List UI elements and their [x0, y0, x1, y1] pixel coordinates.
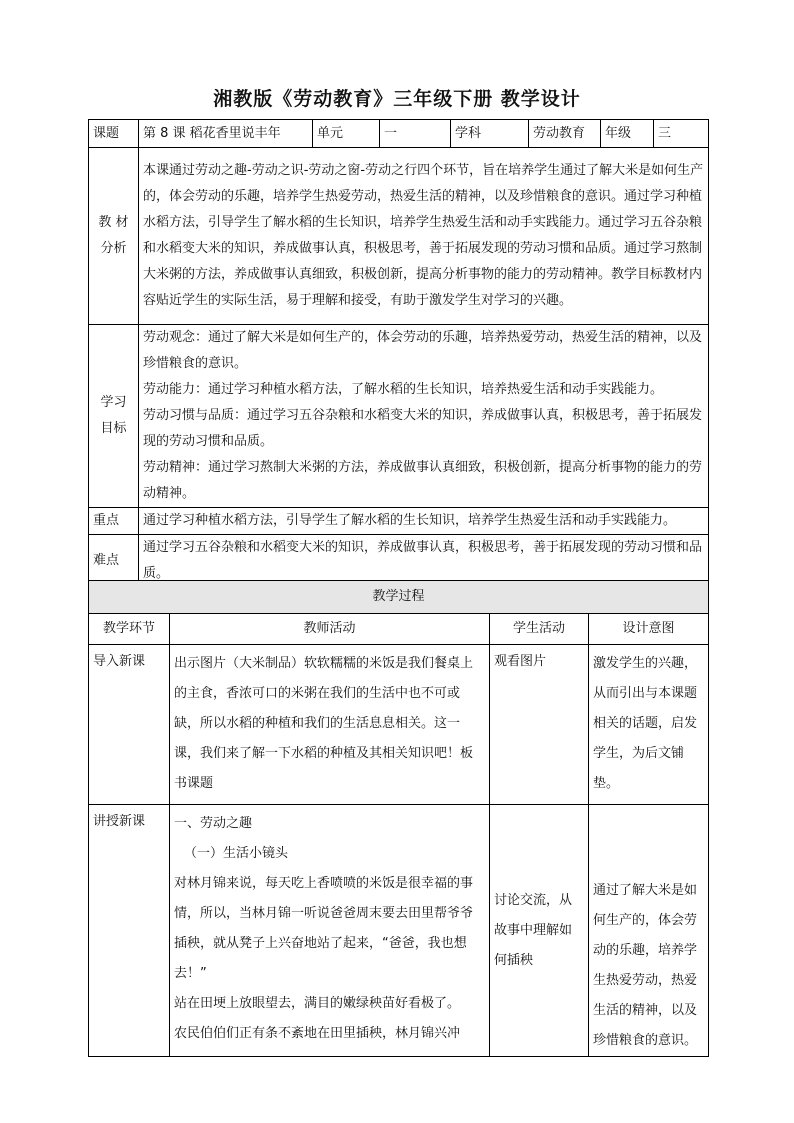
- new-teacher-line: 站在田埂上放眼望去，满目的嫩绿秧苗好看极了。: [174, 996, 461, 1011]
- intro-row: [89, 645, 709, 805]
- new-teacher-line: 一、劳动之趣: [174, 816, 253, 831]
- col-student: 学生活动: [490, 614, 589, 645]
- new-student: 讨论交流，从故事中理解如何插秧: [490, 805, 589, 1057]
- lesson-label: 课题: [89, 120, 139, 148]
- goal-spirit: 劳动精神：通过学习熬制大米粥的方法，养成做事认真细致，积极创新，提高分析事物的能力的劳动精神。: [143, 460, 703, 501]
- goal-ability: 劳动能力：通过学习种植水稻方法，了解水稻的生长知识，培养热爱生活和动手实践能力。: [143, 382, 664, 397]
- teaching-process-table: [88, 580, 709, 1057]
- subject-value: 劳动教育: [529, 120, 601, 148]
- process-header: 教学过程: [89, 581, 709, 614]
- goals-label: 学习 目标: [89, 325, 139, 508]
- difficult-point-text: 通过学习五谷杂粮和水稻变大米的知识，养成做事认真，积极思考，善于拓展发现的劳动习惯和品质。: [139, 535, 709, 588]
- process-columns-row: [89, 614, 709, 645]
- new-teacher-line: （一）生活小镜头: [184, 846, 289, 861]
- analysis-text: 本课通过劳动之趣-劳动之识-劳动之窗-劳动之行四个环节，旨在培养学生通过了解大米是如何生产的，体会劳动的乐趣，培养学生热爱劳动，热爱生活的精神，以及珍惜粮食的意识。通过学习种植水稻方法，引导学生了解水稻的生长知识，培养学生热爱生活和动手实践能力。通过学习五谷杂粮和水稻变大米的知识，养成做事认真，积极思考，善于拓展发现的劳动习惯和品质。通过学习熬制大米粥的方法，养成做事认真细致，积极创新，提高分析事物的能力的劳动精神。教学目标教材内容贴近学生的实际生活，易于理解和接受，有助于激发学生对学习的兴趣。: [139, 148, 709, 325]
- key-point-row: [89, 508, 709, 535]
- grade-label: 年级: [601, 120, 654, 148]
- new-stage: 讲授新课: [89, 805, 170, 1057]
- new-lesson-row: [89, 805, 709, 1057]
- info-row: [89, 120, 709, 148]
- unit-label: 单元: [313, 120, 380, 148]
- goals-cell: [139, 325, 709, 508]
- new-teacher-line: 农民伯伯们正有条不紊地在田里插秧，林月锦兴冲: [174, 1026, 461, 1041]
- key-point-text: 通过学习种植水稻方法，引导学生了解水稻的生长知识，培养学生热爱生活和动手实践能力。: [139, 508, 709, 535]
- col-stage: 教学环节: [89, 614, 170, 645]
- difficult-point-label: 难点: [89, 535, 139, 588]
- grade-value: 三: [654, 120, 709, 148]
- process-header-row: [89, 581, 709, 614]
- new-teacher-line: 对林月锦来说，每天吃上香喷喷的米饭是很幸福的事情，所以，当林月锦一听说爸爸周末要去田里帮爷爷插秧，就从凳子上兴奋地站了起来，“爸爸，我也想去！”: [174, 876, 474, 981]
- analysis-row: [89, 148, 709, 325]
- intro-stage: 导入新课: [89, 645, 170, 805]
- col-intent: 设计意图: [589, 614, 709, 645]
- subject-label: 学科: [451, 120, 529, 148]
- col-teacher: 教师活动: [170, 614, 490, 645]
- new-teacher: [170, 805, 490, 1057]
- new-intent: 通过了解大米是如何生产的，体会劳动的乐趣，培养学生热爱劳动，热爱生活的精神，以及珍惜粮食的意识。: [589, 805, 709, 1057]
- goal-habit: 劳动习惯与品质：通过学习五谷杂粮和水稻变大米的知识，养成做事认真，积极思考，善于拓展发现的劳动习惯和品质。: [143, 408, 703, 449]
- analysis-label: 教 材 分析: [89, 148, 139, 325]
- goal-concept: 劳动观念：通过了解大米是如何生产的，体会劳动的乐趣，培养热爱劳动，热爱生活的精神，以及珍惜粮食的意识。: [143, 330, 703, 371]
- unit-value: 一: [380, 120, 451, 148]
- lesson-value: 第 8 课 稻花香里说丰年: [139, 120, 313, 148]
- goals-row: [89, 325, 709, 508]
- intro-intent: 激发学生的兴趣，从而引出与本课题相关的话题，启发学生，为后文铺垫。: [589, 645, 709, 805]
- lesson-info-table: [88, 119, 709, 588]
- key-point-label: 重点: [89, 508, 139, 535]
- document-title: 湘教版《劳动教育》三年级下册 教学设计: [213, 88, 581, 110]
- intro-student: 观看图片: [490, 645, 589, 805]
- intro-teacher: 出示图片（大米制品）软软糯糯的米饭是我们餐桌上的主食，香浓可口的米粥在我们的生活中也不可或缺，所以水稻的种植和我们的生活息息相关。这一课，我们来了解一下水稻的种植及其相关知识吧！板书课题: [170, 645, 490, 805]
